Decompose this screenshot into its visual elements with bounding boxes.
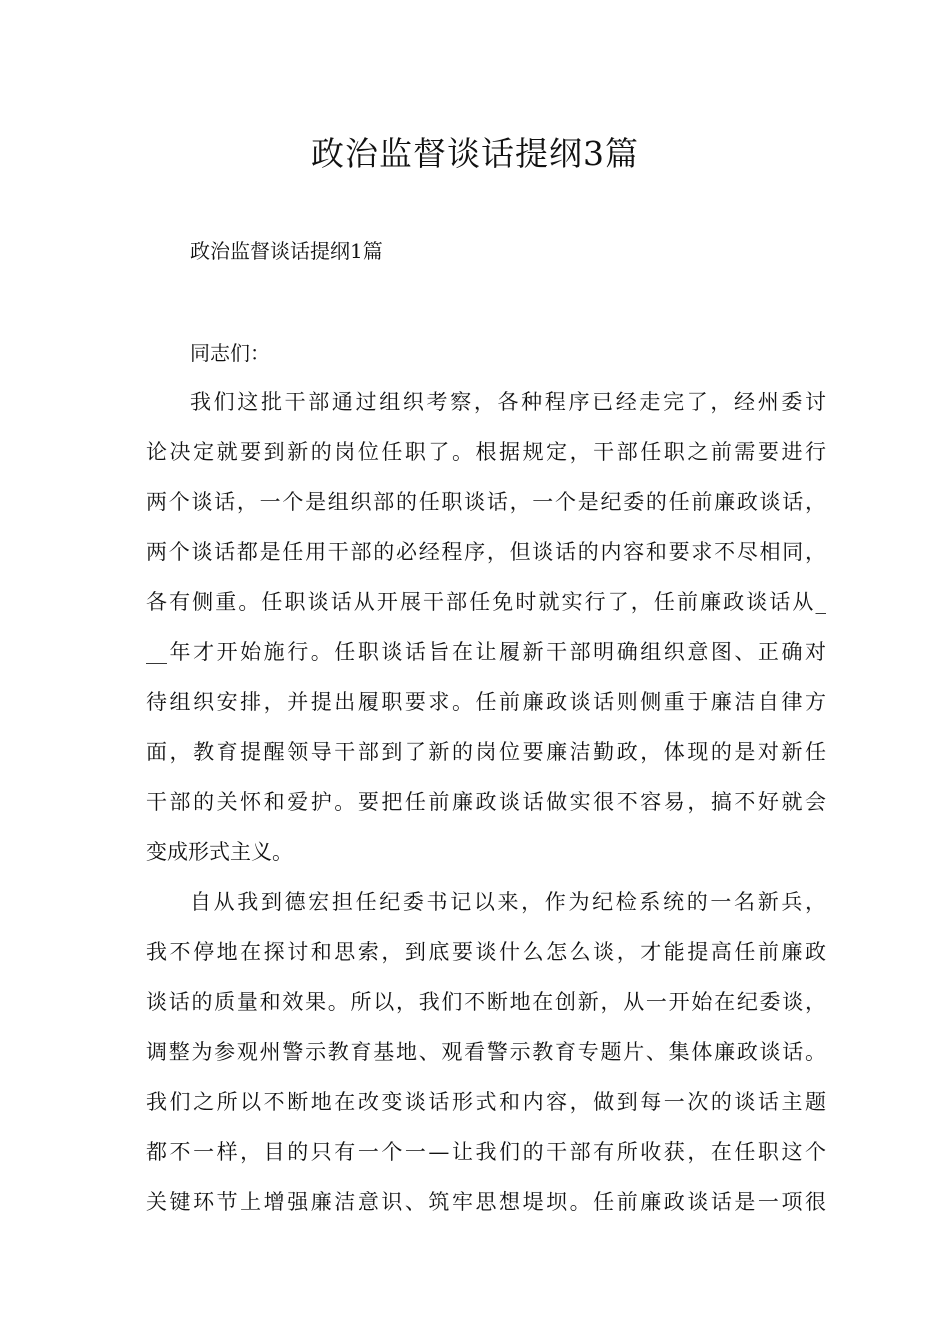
paragraph-1 xyxy=(146,377,826,877)
paragraph-line: __年才开始施行。任职谈话旨在让履新干部明确组织意图、正确对 xyxy=(146,640,826,664)
paragraph-line: 待组织安排，并提出履职要求。任前廉政谈话则侧重于廉洁自律方 xyxy=(146,690,826,714)
paragraph-line: 调整为参观州警示教育基地、观看警示教育专题片、集体廉政谈话。 xyxy=(146,1040,826,1064)
paragraph-line: 我们之所以不断地在改变谈话形式和内容，做到每一次的谈话主题 xyxy=(146,1090,826,1114)
paragraph-line: 各有侧重。任职谈话从开展干部任免时就实行了，任前廉政谈话从_ xyxy=(146,590,826,614)
paragraph-line: 都不一样，目的只有一个一—让我们的干部有所收获，在任职这个 xyxy=(146,1140,826,1164)
paragraph-line: 变成形式主义。 xyxy=(146,840,293,864)
paragraph-line: 干部的关怀和爱护。要把任前廉政谈话做实很不容易，搞不好就会 xyxy=(146,790,826,814)
paragraph-line: 两个谈话，一个是组织部的任职谈话，一个是纪委的任前廉政谈话， xyxy=(146,490,826,514)
paragraph-line: 我不停地在探讨和思索，到底要谈什么怎么谈，才能提高任前廉政 xyxy=(146,940,826,964)
paragraph-line: 论决定就要到新的岗位任职了。根据规定，干部任职之前需要进行 xyxy=(146,440,826,464)
section-subtitle: 政治监督谈话提纲1篇 xyxy=(190,239,383,263)
paragraph-line: 自从我到德宏担任纪委书记以来，作为纪检系统的一名新兵， xyxy=(190,890,826,914)
paragraph-line: 关键环节上增强廉洁意识、筑牢思想堤坝。任前廉政谈话是一项很 xyxy=(146,1190,826,1214)
paragraph-line: 我们这批干部通过组织考察，各种程序已经走完了，经州委讨 xyxy=(190,390,826,414)
greeting-text: 同志们： xyxy=(190,341,270,365)
paragraph-line: 面，教育提醒领导干部到了新的岗位要廉洁勤政，体现的是对新任 xyxy=(146,740,826,764)
paragraph-2 xyxy=(146,877,826,1227)
paragraph-line: 谈话的质量和效果。所以，我们不断地在创新，从一开始在纪委谈， xyxy=(146,990,826,1014)
document-title: 政治监督谈话提纲3篇 xyxy=(311,134,639,173)
paragraph-line: 两个谈话都是任用干部的必经程序，但谈话的内容和要求不尽相同， xyxy=(146,540,826,564)
